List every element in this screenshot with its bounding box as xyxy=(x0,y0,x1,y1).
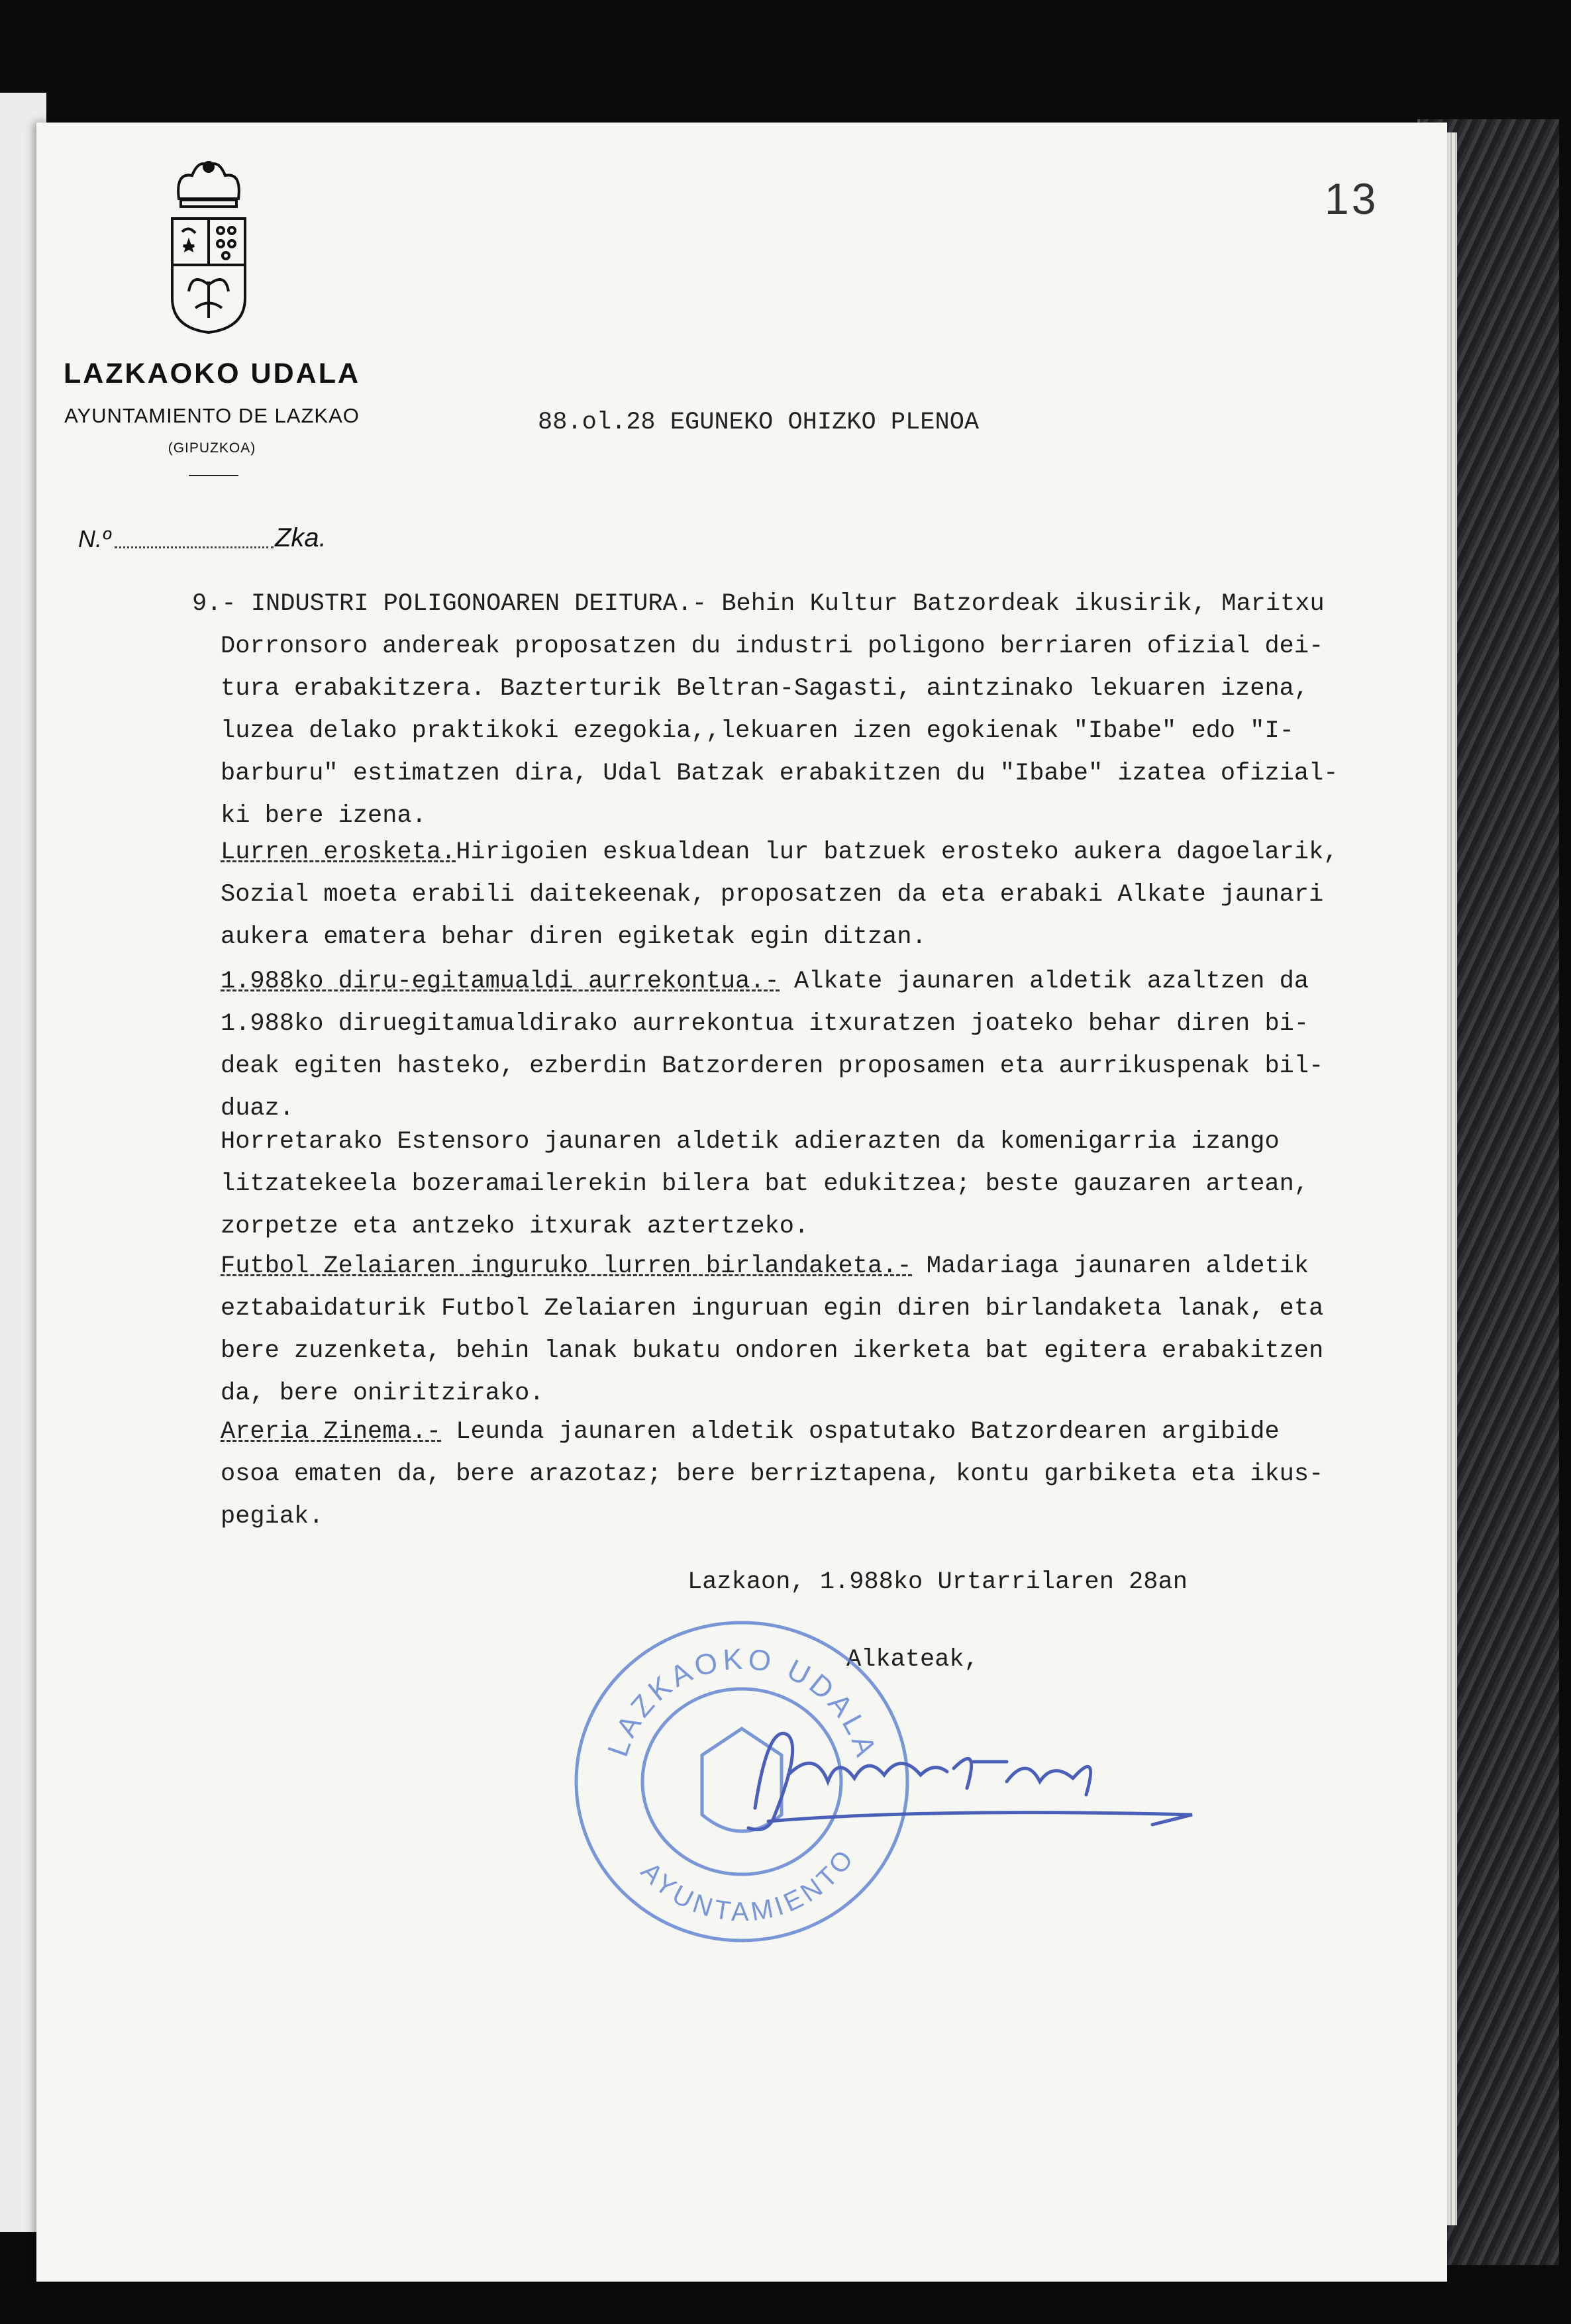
meeting-title: 88.ol.28 EGUNEKO OHIZKO PLENOA xyxy=(538,409,980,436)
place-date: Lazkaon, 1.988ko Urtarrilaren 28an xyxy=(687,1568,1188,1596)
agenda-item-1-line-1 xyxy=(192,583,1450,625)
section-text: Leunda jaunaren aldetik ospatutako Batzordearen argibide xyxy=(441,1418,1280,1446)
letterhead-rule xyxy=(189,475,238,476)
number-field-dots xyxy=(115,546,274,548)
section-heading: 1.988ko diru-egitamualdi aurrekontua.- xyxy=(221,968,780,995)
agenda-item-4-line-4: da, bere oniritzirako. xyxy=(221,1380,544,1407)
section-text: Alkate jaunaren aldetik azaltzen da xyxy=(779,968,1309,995)
zka-label: Zka. xyxy=(275,523,327,552)
agenda-item-3-line-1 xyxy=(221,960,1479,1003)
section-heading: Futbol Zelaiaren inguruko lurren birlandaketa.- xyxy=(221,1252,912,1280)
agenda-item-3-line-4: duaz. xyxy=(221,1095,295,1123)
agenda-item-3-line-5: Horretarako Estensoro jaunaren aldetik adierazten da komenigarria izango xyxy=(221,1128,1280,1156)
agenda-item-5-line-3: pegiak. xyxy=(221,1503,324,1531)
item-number: 9.- xyxy=(192,590,251,618)
page-number: 13 xyxy=(1325,174,1379,223)
section-text: Madariaga jaunaren aldetik xyxy=(911,1252,1309,1280)
agenda-item-1-line-3: tura erabakitzera. Bazterturik Beltran-Sagasti, aintzinako lekuaren izena, xyxy=(221,675,1309,703)
agenda-item-3-line-7: zorpetze eta antzeko itxurak aztertzeko. xyxy=(221,1213,809,1240)
agenda-item-1-line-4: luzea delako praktikoki ezegokia,,lekuaren izen egokienak "Ibabe" edo "I- xyxy=(221,717,1294,745)
agenda-item-3-line-2: 1.988ko diruegitamualdirako aurrekontua itxuratzen joateko behar diren bi- xyxy=(221,1010,1309,1038)
section-heading: Areria Zinema.- xyxy=(221,1418,442,1446)
svg-text:AYUNTAMIENTO: AYUNTAMIENTO xyxy=(635,1842,862,1927)
agenda-item-5-line-1 xyxy=(221,1411,1479,1453)
section-heading: Lurren erosketa. xyxy=(221,838,456,866)
signatory-role: Alkateak, xyxy=(846,1646,979,1674)
agenda-item-3-line-3: deak egiten hasteko, ezberdin Batzorderen proposamen eta aurrikuspenak bil- xyxy=(221,1052,1324,1080)
agenda-item-4-line-2: eztabaidaturik Futbol Zelaiaren inguruan egin diren birlandaketa lanak, eta xyxy=(221,1295,1324,1323)
item-text: INDUSTRI POLIGONOAREN DEITURA.- Behin Kultur Batzordeak ikusirik, Maritxu xyxy=(250,590,1325,618)
coat-of-arms-icon xyxy=(162,159,255,338)
svg-text:LAZKAOKO UDALA: LAZKAOKO UDALA xyxy=(601,1642,884,1764)
org-subtitle: AYUNTAMIENTO DE LAZKAO xyxy=(64,404,360,427)
agenda-item-4-line-3: bere zuzenketa, behin lanak bukatu ondoren ikerketa bat egitera erabakitzen xyxy=(221,1337,1324,1365)
agenda-item-5-line-2: osoa ematen da, bere arazotaz; bere berriztapena, kontu garbiketa eta ikus- xyxy=(221,1460,1324,1488)
agenda-item-1-line-6: ki bere izena. xyxy=(221,802,427,830)
agenda-item-2-line-2: Sozial moeta erabili daitekeenak, proposatzen da eta erabaki Alkate jaunari xyxy=(221,881,1324,909)
agenda-item-4-line-1 xyxy=(221,1245,1479,1288)
agenda-item-3-line-6: litzatekeela bozeramailerekin bilera bat edukitzea; beste gauzaren artean, xyxy=(221,1170,1309,1198)
agenda-item-1-line-2: Dorronsoro andereak proposatzen du industri poligono berriaren ofizial dei- xyxy=(221,632,1324,660)
org-province: (GIPUZKOA) xyxy=(168,440,256,456)
section-text: Hirigoien eskualdean lur batzuek erosteko aukera dagoelarik, xyxy=(456,838,1339,866)
agenda-item-2-line-1 xyxy=(221,831,1479,874)
org-name: LAZKAOKO UDALA xyxy=(63,358,361,389)
agenda-item-2-line-3: aukera ematera behar diren egiketak egin ditzan. xyxy=(221,923,927,951)
mayor-signature-icon xyxy=(729,1709,1205,1841)
number-label: N.º xyxy=(78,525,111,552)
agenda-item-1-line-5: barburu" estimatzen dira, Udal Batzak erabakitzen du "Ibabe" izatea ofizial- xyxy=(221,760,1339,787)
